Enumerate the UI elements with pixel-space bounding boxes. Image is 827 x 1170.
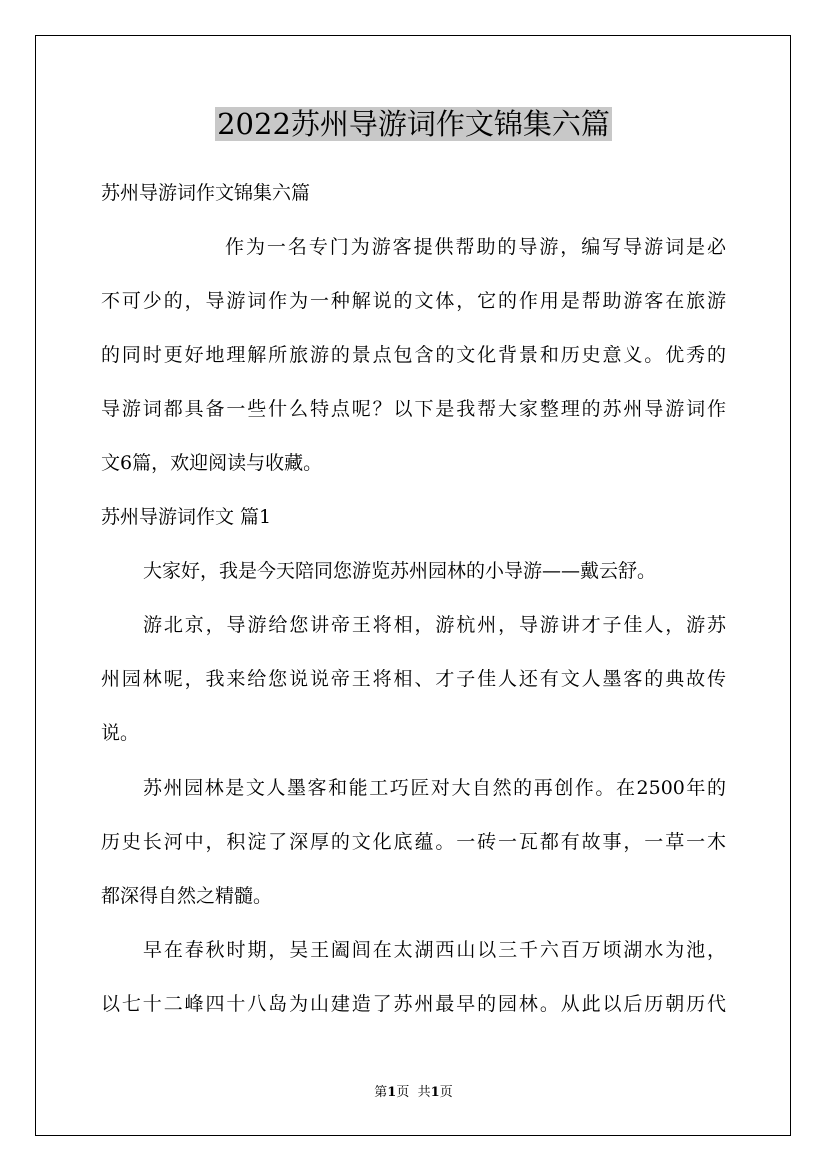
footer-prefix: 第 xyxy=(374,1085,388,1100)
footer-total-prefix: 共 xyxy=(417,1085,431,1100)
body-line: 州园林呢，我来给您说说帝王将相、才子佳人还有文人墨客的典故传 xyxy=(101,668,726,690)
intro-line: 文6篇，欢迎阅读与收藏。 xyxy=(101,452,323,474)
footer-page-unit: 页 xyxy=(396,1085,410,1100)
document-title xyxy=(0,102,827,146)
body-line: 大家好，我是今天陪同您游览苏州园林的小导游——戴云舒。 xyxy=(143,560,657,582)
intro-line: 的同时更好地理解所旅游的景点包含的文化背景和历史意义。优秀的 xyxy=(101,344,726,366)
footer-page-number: 1 xyxy=(387,1085,397,1100)
document-title-text: 2022苏州导游词作文锦集六篇 xyxy=(217,107,610,141)
body-line: 以七十二峰四十八岛为山建造了苏州最早的园林。从此以后历朝历代 xyxy=(101,993,726,1015)
body-line: 苏州园林是文人墨客和能工巧匠对大自然的再创作。在2500年的 xyxy=(143,777,726,799)
section-heading: 苏州导游词作文 篇1 xyxy=(101,506,272,528)
footer-total-unit: 页 xyxy=(439,1085,453,1100)
footer-total-number: 1 xyxy=(430,1085,440,1100)
intro-line: 不可少的，导游词作为一种解说的文体，它的作用是帮助游客在旅游 xyxy=(101,290,726,312)
document-subtitle: 苏州导游词作文锦集六篇 xyxy=(101,182,311,204)
body-line: 都深得自然之精髓。 xyxy=(101,885,273,907)
intro-line: 导游词都具备一些什么特点呢？以下是我帮大家整理的苏州导游词作 xyxy=(101,398,726,420)
body-line: 历史长河中，积淀了深厚的文化底蕴。一砖一瓦都有故事，一草一木 xyxy=(101,831,726,853)
body-line: 游北京，导游给您讲帝王将相，游杭州，导游讲才子佳人，游苏 xyxy=(143,614,726,636)
intro-line: 作为一名专门为游客提供帮助的导游，编写导游词是必 xyxy=(225,236,726,258)
page-footer xyxy=(0,1084,827,1102)
body-line: 说。 xyxy=(101,722,140,744)
body-line: 早在春秋时期，吴王阖闾在太湖西山以三千六百万顷湖水为池， xyxy=(143,939,726,961)
